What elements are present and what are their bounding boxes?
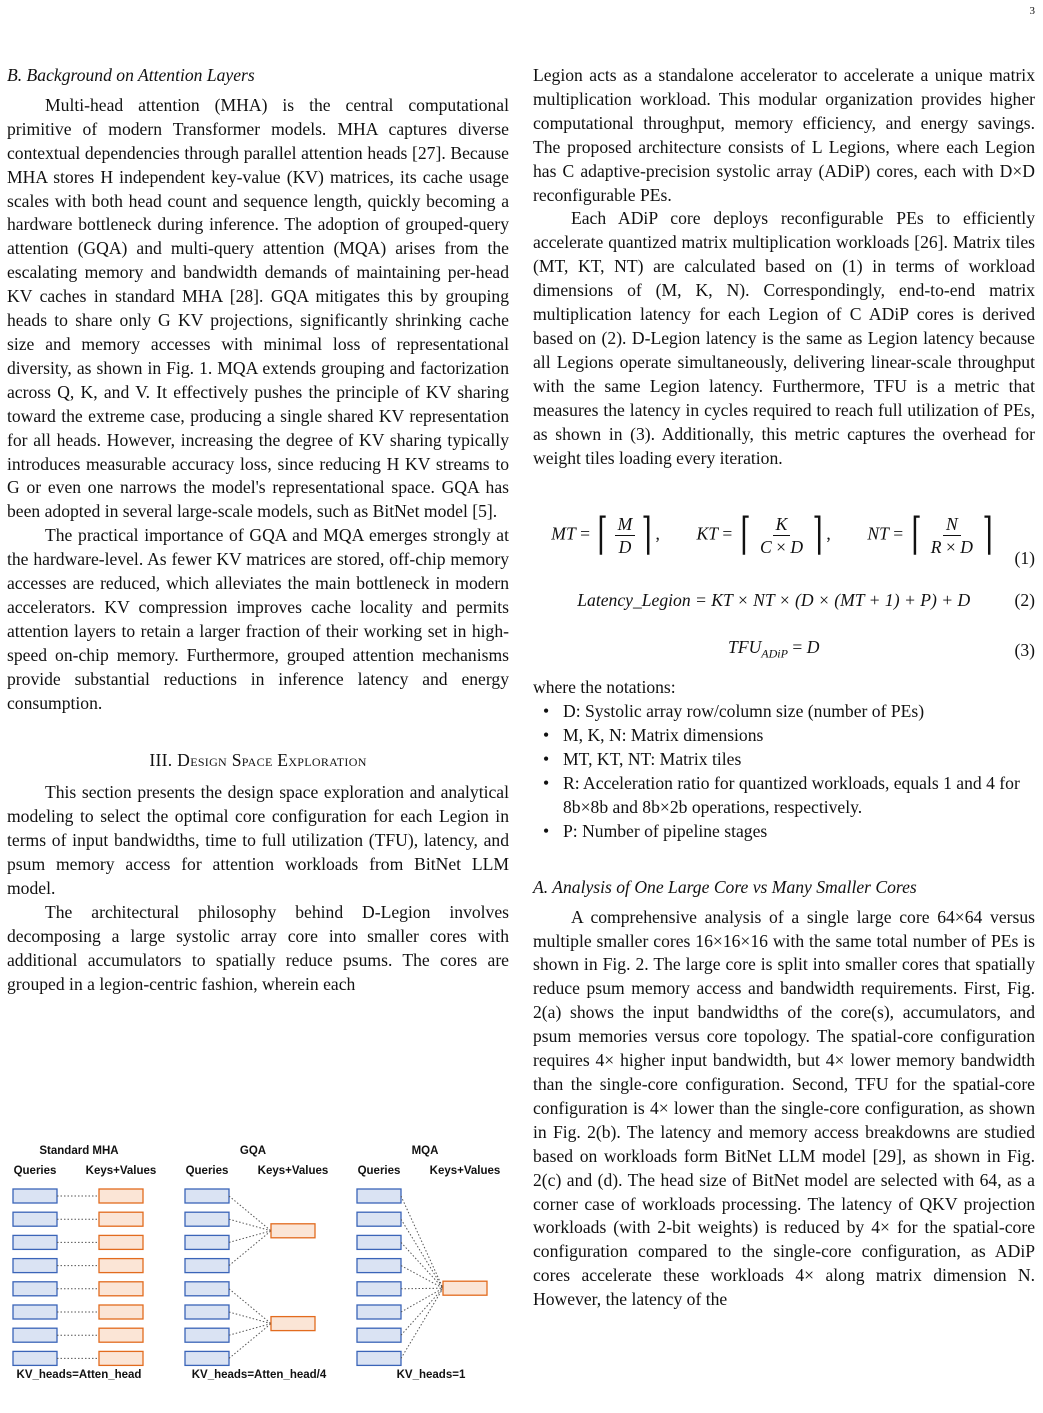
query-head	[13, 1189, 57, 1203]
query-head	[357, 1328, 401, 1342]
kv-head	[443, 1281, 487, 1295]
notation-item: • D: Systolic array row/column size (number of PEs)	[533, 700, 1035, 724]
query-head	[13, 1282, 57, 1296]
notation-item: • MT, KT, NT: Matrix tiles	[533, 748, 1035, 772]
equation-mt: MT = ⌈ $\frac{M}{D}$ ⌉ ,	[551, 509, 660, 561]
paragraph-architecture: The architectural philosophy behind D-Legion involves decomposing a large systolic array core into smaller cores with additional accumulators to spatially reduce psums. The cores are grouped in a legion-centric fashion, wherein each	[7, 901, 509, 994]
panel-caption: KV_heads=Atten_head	[16, 1369, 142, 1381]
equation-latency: Latency_Legion = KT × NT × (D × (MT + 1) + P) + D	[577, 590, 971, 611]
equation-tfu: $TFU_{ADiP} = D$	[728, 637, 820, 661]
query-head	[185, 1282, 229, 1296]
equation-3-number: (3)	[1014, 640, 1035, 661]
query-head	[185, 1351, 229, 1365]
query-head	[13, 1328, 57, 1342]
panel-title: MQA	[411, 1145, 439, 1157]
page-number: 3	[1029, 5, 1035, 17]
equation-1	[533, 500, 1035, 570]
query-head	[13, 1212, 57, 1226]
query-head	[185, 1235, 229, 1249]
query-head	[13, 1351, 57, 1365]
query-head	[357, 1351, 401, 1365]
query-head	[13, 1235, 57, 1249]
connector	[401, 1196, 443, 1288]
connector	[229, 1231, 271, 1266]
figure-1-attention-diagram	[7, 1140, 507, 1390]
query-head	[185, 1212, 229, 1226]
kv-head	[99, 1259, 143, 1273]
notation-list	[533, 700, 1035, 843]
equation-3	[533, 634, 1035, 668]
right-column	[533, 64, 1035, 1312]
connector	[401, 1219, 443, 1288]
kv-head	[99, 1328, 143, 1342]
query-head	[357, 1212, 401, 1226]
equation-2	[533, 584, 1035, 618]
section-a-heading: A. Analysis of One Large Core vs Many Smaller Cores	[533, 876, 917, 897]
query-head	[185, 1189, 229, 1203]
kv-head	[99, 1235, 143, 1249]
keys-values-label: Keys+Values	[85, 1165, 157, 1177]
paragraph-core-analysis: A comprehensive analysis of a single large core 64×64 versus multiple smaller cores 16×16×16 with the same total number of PEs is shown in Fig. 2. The large core is split into smaller cores that spatially reduce psum memory access and bandwidth requirements. First, Fig. 2(a) shows the input bandwidths of the core(s), accumulators, and psum memories versus core topology. The spatial-core configuration requires 4× higher input bandwidth, but 4× lower memory bandwidth than the single-core configuration. Second, TFU for the spatial-core configuration is 4× lower than the single-core configuration, as shown in Fig. 2(b). The latency and memory access breakdowns are studied based on workloads form BitNet LLM model [29], as shown in Fig. 2(c) and (d). The head size of BitNet model are selected with 64, as a corner case of workloads processing. The latency of QKV projection workloads (with 2-bit weights) is reduced by 4× for the spatial-core configuration compared to the single-core configuration, as ADiP cores accelerate these workloads 4× along matrix dimension N. However, the latency of the	[533, 906, 1035, 1310]
paragraph-dse-intro: This section presents the design space exploration and analytical modeling to select the optimal core configuration for each Legion in terms of input bandwidths, time to full utilization (TFU), latency, and psum memory access for attention workloads from BitNet LLM model.	[7, 782, 509, 898]
connector	[401, 1288, 443, 1312]
connector	[401, 1288, 443, 1289]
kv-head	[99, 1282, 143, 1296]
kv-head	[99, 1212, 143, 1226]
section-3-heading: III. Design Space Exploration	[149, 750, 367, 771]
query-head	[357, 1305, 401, 1319]
connector	[401, 1288, 443, 1358]
keys-values-label: Keys+Values	[257, 1165, 329, 1177]
section-b-heading: B. Background on Attention Layers	[7, 65, 255, 85]
panel-caption: KV_heads=1	[396, 1369, 466, 1381]
kv-head	[99, 1305, 143, 1319]
queries-label: Queries	[13, 1165, 57, 1177]
query-head	[357, 1235, 401, 1249]
query-head	[13, 1259, 57, 1273]
equation-kt: KT = ⌈ $\frac{K}{C \times D}$ ⌉ ,	[696, 509, 831, 561]
paragraph-mha: Multi-head attention (MHA) is the central computational primitive of modern Transformer models. MHA captures diverse contextual dependencies through parallel attention heads [27]. Because MHA stores H independent key-value (KV) matrices, its cache usage scales with both head count and sequence length, quickly becoming a hardware bottleneck during inference. The adoption of grouped-query attention (GQA) and multi-query attention (MQA) arises from the escalating memory and bandwidth demands of maintaining per-head KV caches in standard MHA [28]. GQA mitigates this by grouping heads to share only G KV projections, significantly shrinking cache size and memory accesses with minimal loss of representational diversity, as shown in Fig. 1. MQA extends grouping and factorization across Q, K, and V. It effectively pushes the principle of KV sharing toward the extreme case, producing a single shared KV representation for all heads. However, increasing the degree of KV sharing typically introduces measurable accuracy loss, since reducing H KV streams to G or even one narrows the model's representational space. GQA has been adopted in several large-scale models, such as BitNet model [5].	[7, 94, 509, 522]
connector	[229, 1196, 271, 1231]
query-head	[185, 1259, 229, 1273]
panel-caption: KV_heads=Atten_head/4	[191, 1369, 327, 1381]
equation-1-number: (1)	[1014, 547, 1035, 568]
equation-2-number: (2)	[1014, 590, 1035, 611]
notation-item: • M, K, N: Matrix dimensions	[533, 724, 1035, 748]
kv-head	[99, 1351, 143, 1365]
connector	[401, 1288, 443, 1335]
queries-label: Queries	[185, 1165, 229, 1177]
left-column	[7, 64, 509, 997]
query-head	[185, 1328, 229, 1342]
notation-item: • R: Acceleration ratio for quantized workloads, equals 1 and 4 for 8b×8b and 8b×2b operations, respectively.	[533, 772, 1035, 820]
equation-nt: NT = ⌈ $\frac{N}{R \times D}$ ⌉	[867, 509, 993, 561]
paragraph-legion: Legion acts as a standalone accelerator to accelerate a unique matrix multiplication workload. This modular organization provides higher computational throughput, memory efficiency, and energy savings. The proposed architecture consists of L Legions, where each Legion has C adaptive-precision systolic array (ADiP) cores, each with D×D reconfigurable PEs.	[533, 65, 1035, 205]
notation-intro: where the notations:	[533, 677, 676, 698]
paragraph-adip: Each ADiP core deploys reconfigurable PEs to efficiently accelerate quantized matrix multiplication workloads [26]. Matrix tiles (MT, KT, NT) are calculated based on (1) in terms of workload dimensions of (M, K, N). Correspondingly, end-to-end matrix multiplication latency for each Legion of C ADiP cores is derived based on (2). D-Legion latency is the same as Legion latency because all Legions operate simultaneously, delivering linear-scale throughput with the same Legion latency. Furthermore, TFU is a metric that measures the latency in cycles required to reach full utilization of PEs, as shown in (3). Additionally, this metric captures the overhead for weight tiles loading every iteration.	[533, 208, 1035, 468]
kv-head	[271, 1317, 315, 1331]
query-head	[357, 1259, 401, 1273]
query-head	[357, 1189, 401, 1203]
panel-title: Standard MHA	[39, 1145, 119, 1157]
connector	[401, 1242, 443, 1288]
paragraph-gqa-hardware: The practical importance of GQA and MQA emerges strongly at the hardware-level. As fewer KV matrices are stored, off-chip memory accesses are reduced, which alleviates the main bottleneck in modern accelerators. KV compression improves cache locality and permits attention layers to retain a larger fraction of their working set in high-speed on-chip memory. Furthermore, grouped attention mechanisms provide substantial reductions in inference latency and energy consumption.	[7, 525, 509, 713]
kv-head	[99, 1189, 143, 1203]
kv-head	[271, 1224, 315, 1238]
connector	[229, 1324, 271, 1359]
panel-title: GQA	[239, 1145, 267, 1157]
keys-values-label: Keys+Values	[429, 1165, 501, 1177]
notation-item: • P: Number of pipeline stages	[533, 820, 1035, 844]
query-head	[185, 1305, 229, 1319]
connector	[229, 1289, 271, 1324]
query-head	[357, 1282, 401, 1296]
queries-label: Queries	[357, 1165, 401, 1177]
query-head	[13, 1305, 57, 1319]
